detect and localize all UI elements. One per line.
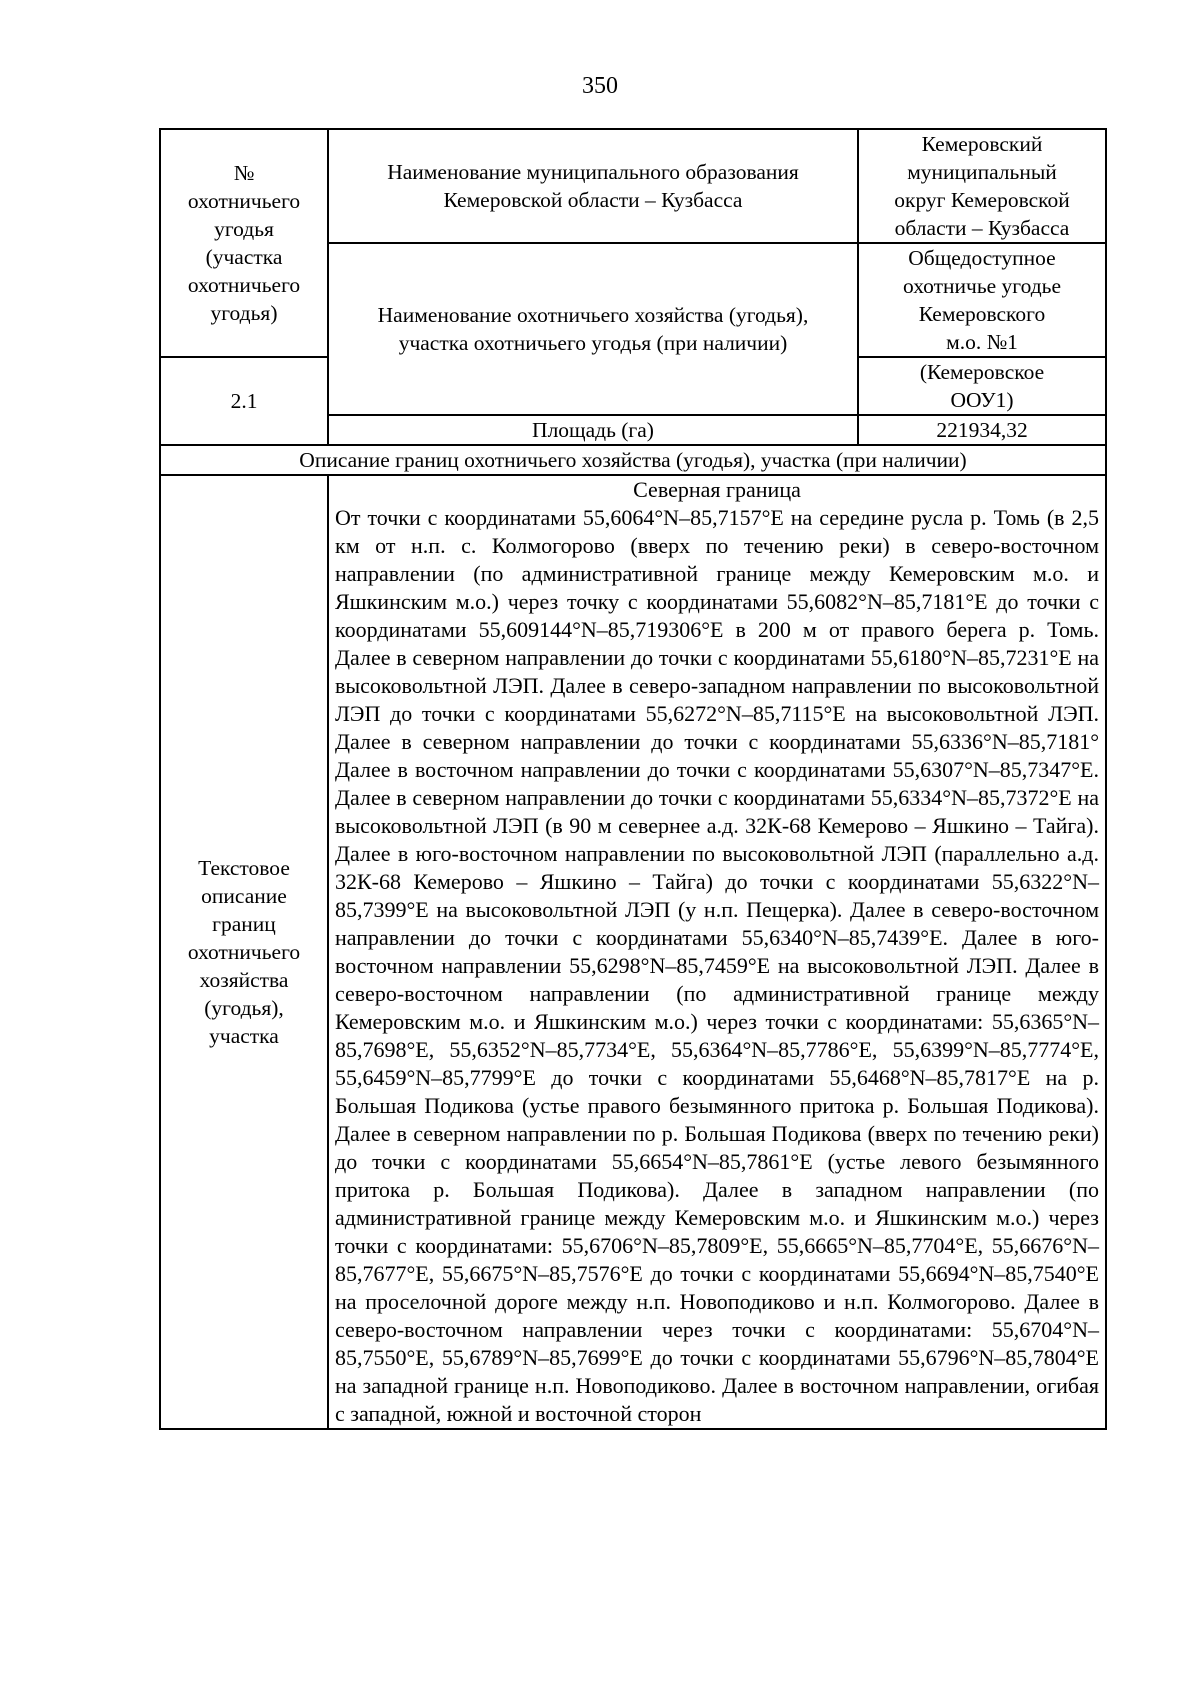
hunting-value-line: м.о. №1 [946, 330, 1018, 354]
id-header-cell [160, 129, 328, 357]
borders-heading: Описание границ охотничьего хозяйства (угодья), участка (при наличии) [160, 445, 1106, 475]
id-header-line: № [233, 161, 255, 185]
municipality-label-cell [328, 129, 858, 243]
description-label-line: границ [212, 912, 276, 936]
municipality-label-line: Наименование муниципального образования [387, 160, 799, 184]
description-label-line: хозяйства [199, 968, 289, 992]
description-label-line: описание [201, 884, 287, 908]
description-heading: Северная граница [633, 477, 801, 502]
hunting-value-extra-line: (Кемеровское [919, 360, 1045, 384]
municipality-value-line: области – Кузбасса [894, 216, 1070, 240]
description-label-line: участка [209, 1024, 279, 1048]
area-label: Площадь (га) [328, 415, 858, 445]
id-header-line: угодья) [210, 301, 278, 325]
hunting-label-line: участка охотничьего угодья (при наличии) [398, 331, 788, 355]
municipality-value-cell [858, 129, 1106, 243]
hunting-label-line: Наименование охотничьего хозяйства (угодья), [377, 303, 809, 327]
hunting-value-extra-line: ООУ1) [950, 388, 1014, 412]
hunting-value-line: охотничье угодье [902, 274, 1061, 298]
id-header-line: (участка [205, 245, 283, 269]
description-text-cell [328, 475, 1106, 1429]
municipality-label-line: Кемеровской области – Кузбасса [443, 188, 743, 212]
id-header-line: угодья [214, 217, 274, 241]
hunting-label-cell [328, 243, 858, 415]
description-label-cell [160, 475, 328, 1429]
id-header-line: охотничьего [187, 273, 301, 297]
id-header-line: охотничьего [187, 189, 301, 213]
hunting-value-extra-cell [858, 357, 1106, 415]
description-label-line: (угодья), [204, 996, 284, 1020]
hunting-ground-table [159, 128, 1107, 1430]
description-text: От точки с координатами 55,6064°N–85,7157°E на середине русла р. Томь (в 2,5 км от н.п. с. Колмогорово (вверх по течению реки) в северо-восточном направлении (по административной границе между Кемеровским м.о. и Яшкинским м.о.) через точку с координатами 55,6082°N–85,7181°E до точки с координатами 55,609144°N–85,719306°E в 200 м от правого берега р. Томь. Далее в северном направлении до точки с координатами 55,6180°N–85,7231°E на высоковольтной ЛЭП. Далее в северо-западном направлении по высоковольтной ЛЭП до точки с координатами 55,6272°N–85,7115°E на высоковольтной ЛЭП. Далее в северном направлении до точки с координатами 55,6336°N–85,7181° Далее в восточном направлении до точки с координатами 55,6307°N–85,7347°E. Далее в северном направлении до точки с координатами 55,6334°N–85,7372°E на высоковольтной ЛЭП (в 90 м севернее а.д. 32К-68 Кемерово – Яшкино – Тайга). Далее в юго-восточном направлении по высоковольтной ЛЭП (параллельно а.д. 32К-68 Кемерово – Яшкино – Тайга) до точки с координатами 55,6322°N–85,7399°E на высоковольтной ЛЭП (у н.п. Пещерка). Далее в северо-восточном направлении до точки с координатами 55,6340°N–85,7439°E. Далее в юго-восточном направлении 55,6298°N–85,7459°E на высоковольтной ЛЭП. Далее в северо-восточном направлении (по административной границе между Кемеровским м.о. и Яшкинским м.о.) через точки с координатами: 55,6365°N–85,7698°E, 55,6352°N–85,7734°E, 55,6364°N–85,7786°E, 55,6399°N–85,7774°E, 55,6459°N–85,7799°E до точки с координатами 55,6468°N–85,7817°E на р. Большая Подикова (устье правого безымянного притока р. Большая Подикова). Далее в северном направлении по р. Большая Подикова (вверх по течению реки) до точки с координатами 55,6654°N–85,7861°E (устье левого безымянного притока р. Большая Подикова). Далее в западном направлении (по административной границе между Кемеровским м.о. и Яшкинским м.о.) через точки с координатами: 55,6706°N–85,7809°E, 55,6665°N–85,7704°E, 55,6676°N–85,7677°E, 55,6675°N–85,7576°E до точки с координатами 55,6694°N–85,7540°E на проселочной дороге между н.п. Новоподиково и н.п. Колмогорово. Далее в северо-восточном направлении через точки с координатами: 55,6704°N–85,7550°E, 55,6789°N–85,7699°E до точки с координатами 55,6796°N–85,7804°E на западной границе н.п. Новоподиково. Далее в восточном направлении, огибая с западной, южной и восточной сторон [335, 505, 1099, 1426]
hunting-value-cell [858, 243, 1106, 357]
municipality-value-line: округ Кемеровской [894, 188, 1070, 212]
description-label-line: охотничьего [187, 940, 301, 964]
municipality-value-line: муниципальный [907, 160, 1057, 184]
hunting-value-line: Кемеровского [918, 302, 1046, 326]
page-number: 350 [582, 73, 618, 99]
description-label-line: Текстовое [198, 856, 290, 880]
id-value-cell: 2.1 [160, 357, 328, 445]
area-value: 221934,32 [858, 415, 1106, 445]
municipality-value-line: Кемеровский [921, 132, 1043, 156]
hunting-value-line: Общедоступное [908, 246, 1056, 270]
